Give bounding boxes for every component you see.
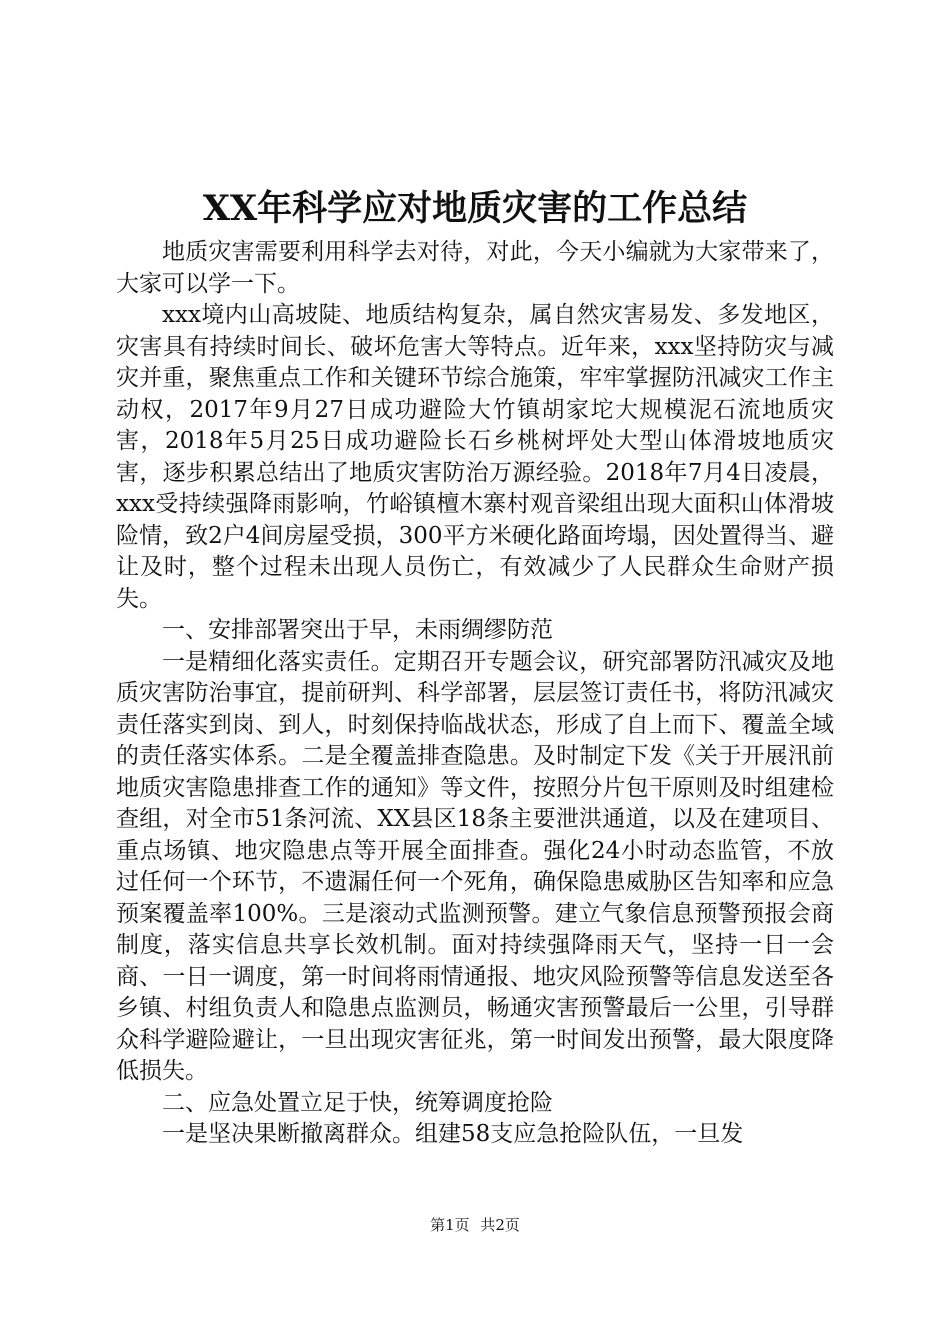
paragraph-section-2: 一是坚决果断撤离群众。组建58支应急抢险队伍，一旦发 [162,1121,744,1147]
paragraph-background: xxx境内山高坡陡、地质结构复杂，属自然灾害易发、多发地区，灾害具有持续时间长、破坏危害大等特点。近年来，xxx坚持防灾与减灾并重，聚焦重点工作和关键环节综合施策，牢牢掌握防汛减灾工作主动权，2017年9月27日成功避险大竹镇胡家坨大规模泥石流地质灾害，2018年5月25日成功避险长石乡桃树坪处大型山体滑坡地质灾害，逐步积累总结出了地质灾害防治万源经验。2018年7月4日凌晨，xxx受持续强降雨影响，竹峪镇檀木寨村观音梁组出现大面积山体滑坡险情，致2户4间房屋受损，300平方米硬化路面垮塌，因处置得当、避让及时，整个过程未出现人员伤亡，有效减少了人民群众生命财产损失。 [116,302,834,612]
paragraph-intro: 地质灾害需要利用科学去对待，对此，今天小编就为大家带来了，大家可以学一下。 [116,239,834,297]
document-body [116,237,834,1151]
page-number: 第1页 [430,1216,470,1234]
section-heading-2: 二、应急处置立足于快，统筹调度抢险 [162,1089,553,1116]
page-total: 共2页 [480,1216,520,1234]
section-heading-1: 一、安排部署突出于早，未雨绸缪防范 [162,617,553,643]
paragraph-section-1: 一是精细化落实责任。定期召开专题会议，研究部署防汛减灾及地质灾害防治事宜，提前研判、科学部署，层层签订责任书，将防汛减灾责任落实到岗、到人，时刻保持临战状态，形成了自上而下、覆盖全域的责任落实体系。二是全覆盖排查隐患。及时制定下发《关于开展汛前地质灾害隐患排查工作的通知》等文件，按照分片包干原则及时组建检查组，对全市51条河流、XX县区18条主要泄洪通道，以及在建项目、重点场镇、地灾隐患点等开展全面排查。强化24小时动态监管，不放过任何一个环节，不遗漏任何一个死角，确保隐患威胁区告知率和应急预案覆盖率100%。三是滚动式监测预警。建立气象信息预警预报会商制度，落实信息共享长效机制。面对持续强降雨天气，坚持一日一会商、一日一调度，第一时间将雨情通报、地灾风险预警等信息发送至各乡镇、村组负责人和隐患点监测员，畅通灾害预警最后一公里，引导群众科学避险避让，一旦出现灾害征兆，第一时间发出预警，最大限度降低损失。 [116,648,834,1084]
page-footer [0,1213,950,1237]
document-title: XX年科学应对地质灾害的工作总结 [202,188,748,229]
